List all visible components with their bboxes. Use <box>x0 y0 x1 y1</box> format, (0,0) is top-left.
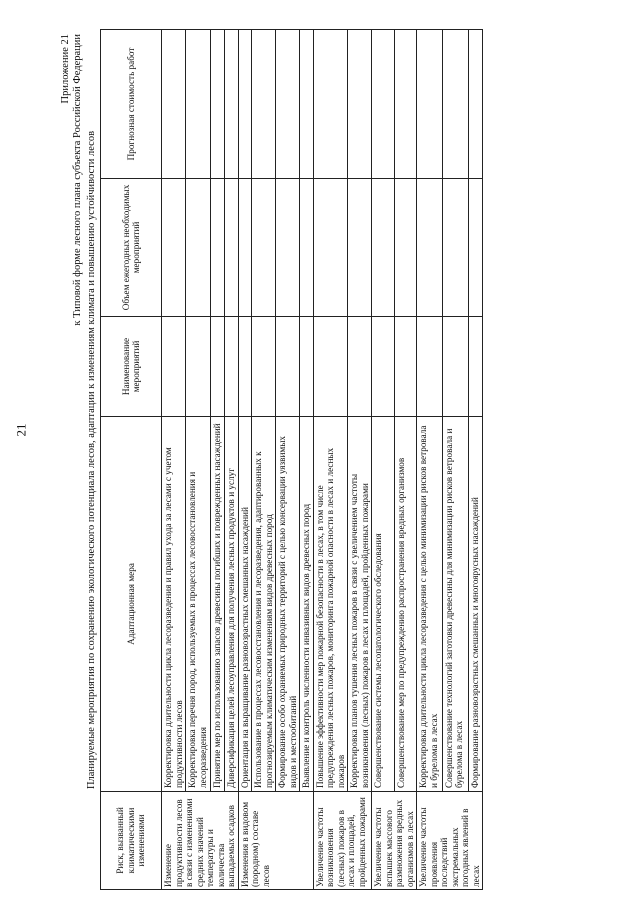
table-row <box>252 30 276 890</box>
volume-cell <box>394 179 417 317</box>
volume-cell <box>276 179 300 317</box>
volume-cell <box>417 179 443 317</box>
appendix-header <box>60 30 84 890</box>
volume-cell <box>348 179 372 317</box>
risk-cell: Увеличение частоты возникновения (лесных) пожаров в лесах и площадей, пройденных пожарами <box>313 792 372 890</box>
cost-cell <box>468 30 483 179</box>
volume-cell <box>224 179 238 317</box>
table-header-row <box>101 30 162 890</box>
page-number: 21 <box>13 423 29 437</box>
measure-cell: Совершенствование системы лесопатологического обследования <box>372 417 395 792</box>
measure-cell: Корректировка длительности цикла лесоразведения и правил ухода за лесами с учетом продуктивности лесов <box>162 417 186 792</box>
activities-cell <box>348 317 372 417</box>
appendix-line-1: Приложение 21 <box>60 34 71 104</box>
cost-cell <box>348 30 372 179</box>
table-row <box>186 30 210 890</box>
measure-cell: Формирование особо охраняемых природных территорий с целью консервации уязвимых видов и местообитаний <box>276 417 300 792</box>
volume-cell <box>186 179 210 317</box>
measures-table <box>100 29 483 890</box>
measure-cell: Корректировка перечня пород, используемых в процессах лесовосстановления и лесоразведения <box>186 417 210 792</box>
activities-cell <box>162 317 186 417</box>
risk-cell: Увеличение частоты проявления последствий экстремальных погодных явлений в лесах <box>417 792 483 890</box>
header-activities: Наименование мероприятий <box>101 317 162 417</box>
measure-cell: Ориентация на выращивание разновозрастных смешанных насаждений <box>238 417 252 792</box>
table-row <box>300 30 314 890</box>
activities-cell <box>313 317 348 417</box>
measure-cell: Корректировка планов тушения лесных пожаров в связи с увеличением частоты возникновения (лесных) пожаров в лесах и площадей, пройденных пожарами <box>348 417 372 792</box>
activities-cell <box>210 317 224 417</box>
table-row <box>276 30 300 890</box>
activities-cell <box>238 317 252 417</box>
cost-cell <box>224 30 238 179</box>
rotated-page <box>60 30 625 890</box>
measure-cell: Формирование разновозрастных смешанных и многоярусных насаждений <box>468 417 483 792</box>
risk-cell: Изменения в видовом (породном) составе лесов <box>238 792 313 890</box>
table-row <box>468 30 483 890</box>
cost-cell <box>394 30 417 179</box>
activities-cell <box>276 317 300 417</box>
cost-cell <box>210 30 224 179</box>
activities-cell <box>468 317 483 417</box>
table-row <box>372 30 395 890</box>
measure-cell: Использование в процессах лесовосстановления и лесоразведения, адаптированных к прогнозируемым климатическим изменениям видов древесных пород <box>252 417 276 792</box>
cost-cell <box>186 30 210 179</box>
cost-cell <box>417 30 443 179</box>
volume-cell <box>210 179 224 317</box>
cost-cell <box>300 30 314 179</box>
risk-cell: Увеличение частоты вспышек массового размножения вредных организмов в лесах <box>372 792 417 890</box>
table-row <box>162 30 186 890</box>
cost-cell <box>162 30 186 179</box>
table-row <box>442 30 468 890</box>
header-volume: Объем ежегодных необходимых мероприятий <box>101 179 162 317</box>
table-row <box>417 30 443 890</box>
volume-cell <box>162 179 186 317</box>
table-row <box>394 30 417 890</box>
appendix-line-2: к Типовой форме лесного плана субъекта Российской Федерации <box>72 34 83 326</box>
cost-cell <box>252 30 276 179</box>
cost-cell <box>276 30 300 179</box>
volume-cell <box>372 179 395 317</box>
activities-cell <box>224 317 238 417</box>
volume-cell <box>252 179 276 317</box>
measure-cell: Совершенствование мер по предупреждению распространения вредных организмов <box>394 417 417 792</box>
volume-cell <box>300 179 314 317</box>
activities-cell <box>186 317 210 417</box>
cost-cell <box>313 30 348 179</box>
table-row <box>348 30 372 890</box>
table-row <box>210 30 224 890</box>
activities-cell <box>300 317 314 417</box>
cost-cell <box>238 30 252 179</box>
cost-cell <box>372 30 395 179</box>
activities-cell <box>417 317 443 417</box>
measure-cell: Корректировка длительности цикла лесоразведения с целью минимизации рисков ветровала и бурелома в лесах <box>417 417 443 792</box>
table-row <box>238 30 252 890</box>
header-risk: Риск, вызванный климатическими изменениями <box>101 792 162 890</box>
header-cost: Прогнозная стоимость работ <box>101 30 162 179</box>
table-row <box>224 30 238 890</box>
volume-cell <box>313 179 348 317</box>
cost-cell <box>442 30 468 179</box>
header-measure: Адаптационная мера <box>101 417 162 792</box>
volume-cell <box>238 179 252 317</box>
measure-cell: Принятие мер по использованию запасов древесины погибших и поврежденных насаждений <box>210 417 224 792</box>
table-row <box>313 30 348 890</box>
activities-cell <box>252 317 276 417</box>
activities-cell <box>442 317 468 417</box>
volume-cell <box>468 179 483 317</box>
measure-cell: Выявление и контроль численности инвазивных видов древесных пород <box>300 417 314 792</box>
risk-cell: Изменение продуктивности лесов в связи с изменениями средних значений температуры и количества выпадаемых осадков <box>162 792 239 890</box>
measure-cell: Повышение эффективности мер пожарной безопасности в лесах, в том числе предупреждения лесных пожаров, мониторинга пожарной опасности в лесах и лесных пожаров <box>313 417 348 792</box>
activities-cell <box>394 317 417 417</box>
activities-cell <box>372 317 395 417</box>
volume-cell <box>442 179 468 317</box>
document-title: Планируемые мероприятия по сохранению экологического потенциала лесов, адаптации к изменениям климата и повышению устойчивости лесов <box>86 130 97 790</box>
measure-cell: Диверсификация целей лесоуправления для получения лесных продуктов и услуг <box>224 417 238 792</box>
measure-cell: Совершенствование технологий заготовки древесины для минимизации рисков ветровала и бурелома в лесах <box>442 417 468 792</box>
